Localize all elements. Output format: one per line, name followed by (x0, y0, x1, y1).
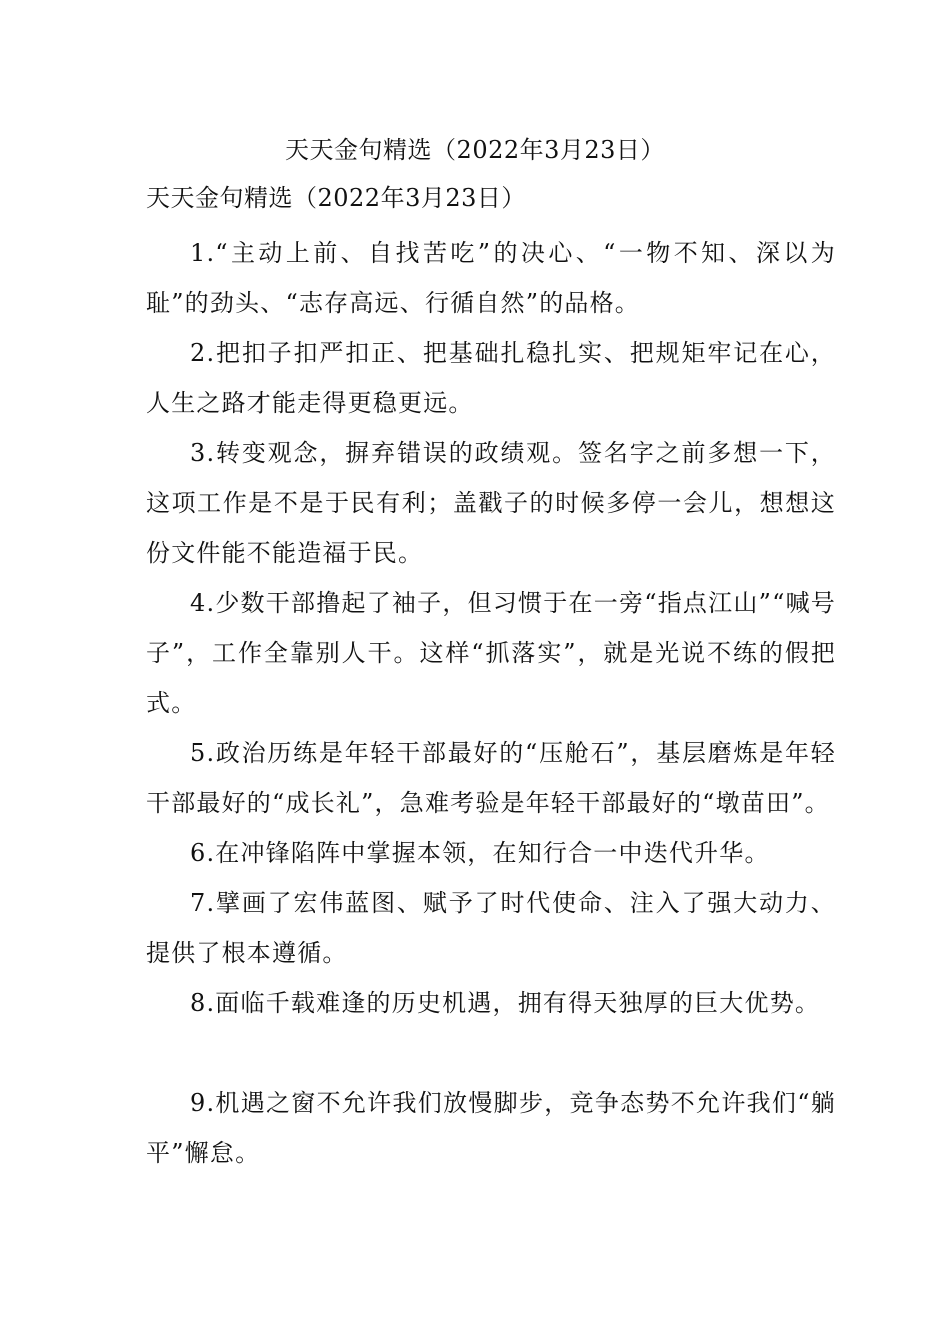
paragraph-7: 7.擘画了宏伟蓝图、赋予了时代使命、注入了强大动力、提供了根本遵循。 (146, 889, 836, 967)
paragraph-5: 5.政治历练是年轻干部最好的“压舱石”，基层磨炼是年轻干部最好的“成长礼”，急难考验是年轻干部最好的“墩苗田”。 (146, 739, 836, 817)
document-title: 天天金句精选（2022年3月23日） (285, 136, 665, 164)
paragraph-3: 3.转变观念，摒弃错误的政绩观。签名字之前多想一下，这项工作是不是于民有利；盖戳子的时候多停一会儿，想想这份文件能不能造福于民。 (146, 439, 836, 567)
document-subtitle: 天天金句精选（2022年3月23日） (146, 184, 526, 212)
document-body (146, 228, 836, 1178)
paragraph-6: 6.在冲锋陷阵中掌握本领，在知行合一中迭代升华。 (190, 839, 770, 867)
paragraph-9: 9.机遇之窗不允许我们放慢脚步，竞争态势不允许我们“躺平”懈怠。 (146, 1089, 836, 1167)
paragraph-8: 8.面临千载难逢的历史机遇，拥有得天独厚的巨大优势。 (190, 989, 821, 1017)
paragraph-1: 1.“主动上前、自找苦吃”的决心、“一物不知、深以为耻”的劲头、“志存高远、行循自然”的品格。 (146, 239, 836, 317)
paragraph-4: 4.少数干部撸起了袖子，但习惯于在一旁“指点江山”“喊号子”，工作全靠别人干。这样“抓落实”，就是光说不练的假把式。 (146, 589, 836, 717)
paragraph-2: 2.把扣子扣严扣正、把基础扎稳扎实、把规矩牢记在心，人生之路才能走得更稳更远。 (146, 339, 836, 417)
